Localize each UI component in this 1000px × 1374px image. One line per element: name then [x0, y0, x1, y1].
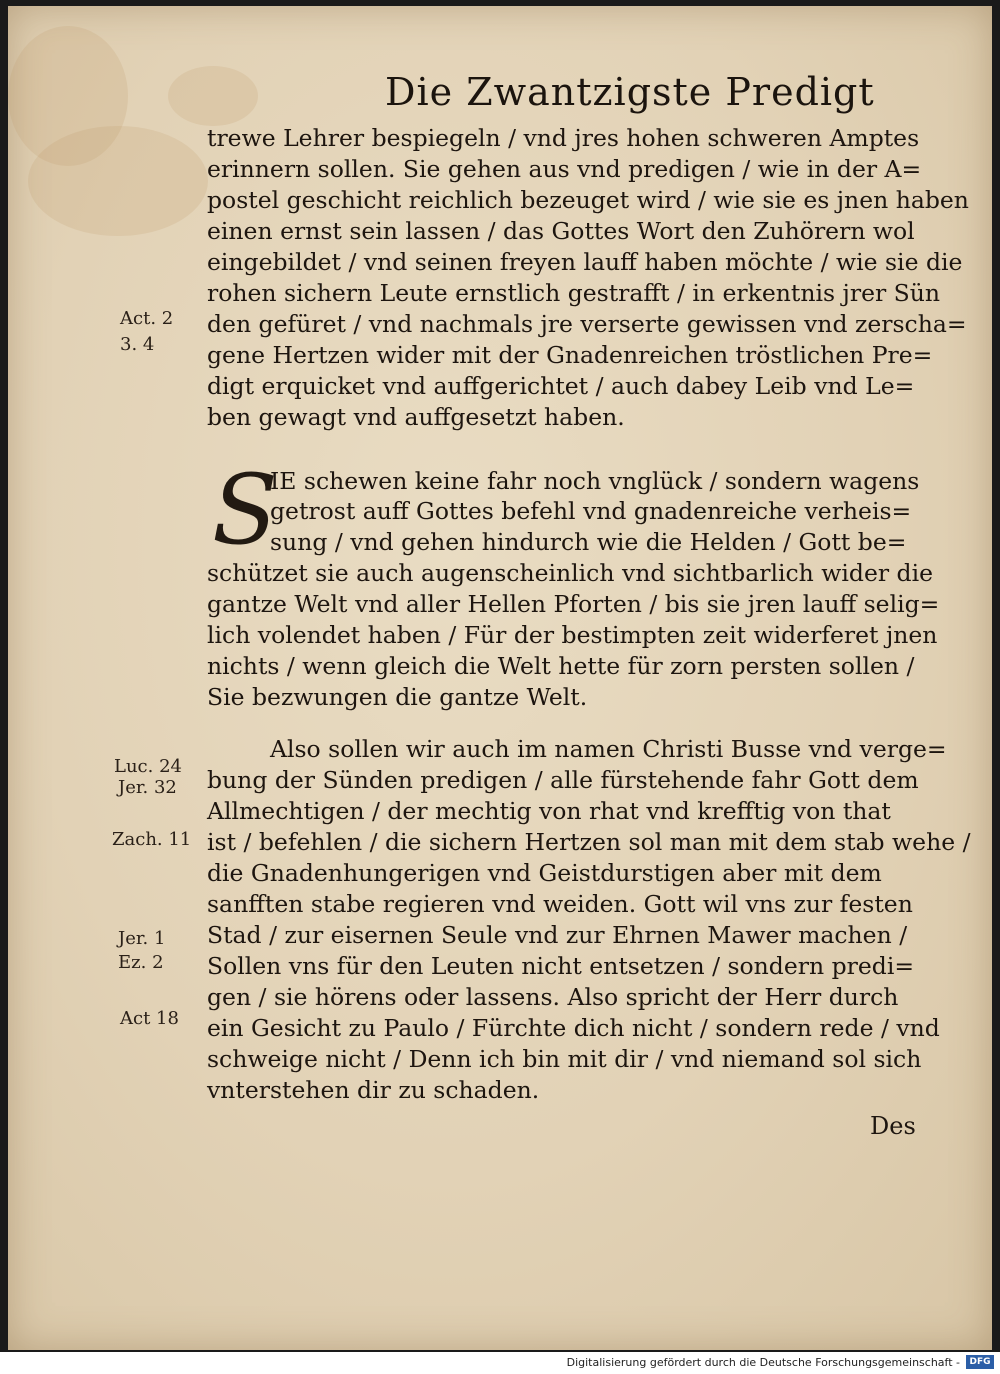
paper-stain — [168, 66, 258, 126]
text-line: schützet sie auch augenscheinlich vnd sichtbarlich wider die — [207, 559, 934, 587]
text-line: lich volendet haben / Für der bestimpten zeit widerferet jnen — [207, 621, 938, 649]
text-line: postel geschicht reichlich bezeuget wird / wie sie es jnen haben — [207, 186, 969, 214]
text-line: gene Hertzen wider mit der Gnadenreichen tröstlichen Pre= — [207, 341, 933, 369]
text-line: erinnern sollen. Sie gehen aus vnd predigen / wie in der A= — [207, 155, 922, 183]
text-line: vnterstehen dir zu schaden. — [207, 1076, 540, 1104]
text-line: gen / sie hörens oder lassens. Also spricht der Herr durch — [207, 983, 899, 1011]
page-title: Die Zwantzigste Predigt — [385, 70, 875, 114]
drop-initial: S — [212, 454, 278, 566]
text-line: trewe Lehrer bespiegeln / vnd jres hohen schweren Amptes — [207, 124, 920, 152]
margin-note: Jer. 1 — [118, 928, 166, 949]
dfg-logo-icon: DFG — [966, 1355, 994, 1369]
text-line: digt erquicket vnd auffgerichtet / auch dabey Leib vnd Le= — [207, 372, 915, 400]
text-line: den gefüret / vnd nachmals jre verserte gewissen vnd zerscha= — [207, 310, 967, 338]
funding-credit: Digitalisierung gefördert durch die Deutsche Forschungsgemeinschaft - — [566, 1356, 960, 1369]
catchword: Des — [870, 1112, 916, 1140]
margin-note: Ez. 2 — [118, 952, 164, 973]
text-line: einen ernst sein lassen / das Gottes Wort den Zuhörern wol — [207, 217, 915, 245]
margin-note: Luc. 24 — [114, 756, 182, 777]
text-line: ben gewagt vnd auffgesetzt haben. — [207, 403, 625, 431]
text-line: bung der Sünden predigen / alle fürstehende fahr Gott dem — [207, 766, 919, 794]
text-line: Sollen vns für den Leuten nicht entsetzen / sondern predi= — [207, 952, 915, 980]
text-line: schweige nicht / Denn ich bin mit dir / vnd niemand sol sich — [207, 1045, 922, 1073]
text-line: die Gnadenhungerigen vnd Geistdurstigen aber mit dem — [207, 859, 882, 887]
text-line: eingebildet / vnd seinen freyen lauff haben möchte / wie sie die — [207, 248, 963, 276]
text-line: ein Gesicht zu Paulo / Fürchte dich nicht / sondern rede / vnd — [207, 1014, 940, 1042]
text-line: ist / befehlen / die sichern Hertzen sol man mit dem stab wehe / — [207, 828, 971, 856]
margin-note: Act 18 — [120, 1008, 179, 1029]
text-line: Also sollen wir auch im namen Christi Busse vnd verge= — [270, 735, 947, 763]
margin-note: 3. 4 — [120, 334, 155, 355]
text-line: sanfften stabe regieren vnd weiden. Gott wil vns zur festen — [207, 890, 913, 918]
text-line: nichts / wenn gleich die Welt hette für zorn persten sollen / — [207, 652, 915, 680]
text-line: gantze Welt vnd aller Hellen Pforten / bis sie jren lauff selig= — [207, 590, 940, 618]
text-line: sung / vnd gehen hindurch wie die Helden / Gott be= — [270, 528, 907, 556]
paper-stain — [28, 126, 208, 236]
text-line: Sie bezwungen die gantze Welt. — [207, 683, 588, 711]
text-line: getrost auff Gottes befehl vnd gnadenreiche verheis= — [270, 497, 912, 525]
margin-note: Zach. 11 — [112, 829, 192, 850]
text-line: IE schewen keine fahr noch vnglück / sondern wagens — [270, 467, 920, 495]
margin-note: Act. 2 — [120, 308, 174, 329]
margin-note: Jer. 32 — [118, 777, 177, 798]
text-line: Stad / zur eisernen Seule vnd zur Ehrnen Mawer machen / — [207, 921, 908, 949]
text-line: Allmechtigen / der mechtig von rhat vnd krefftig von that — [207, 797, 891, 825]
text-line: rohen sichern Leute ernstlich gestrafft / in erkentnis jrer Sün — [207, 279, 941, 307]
